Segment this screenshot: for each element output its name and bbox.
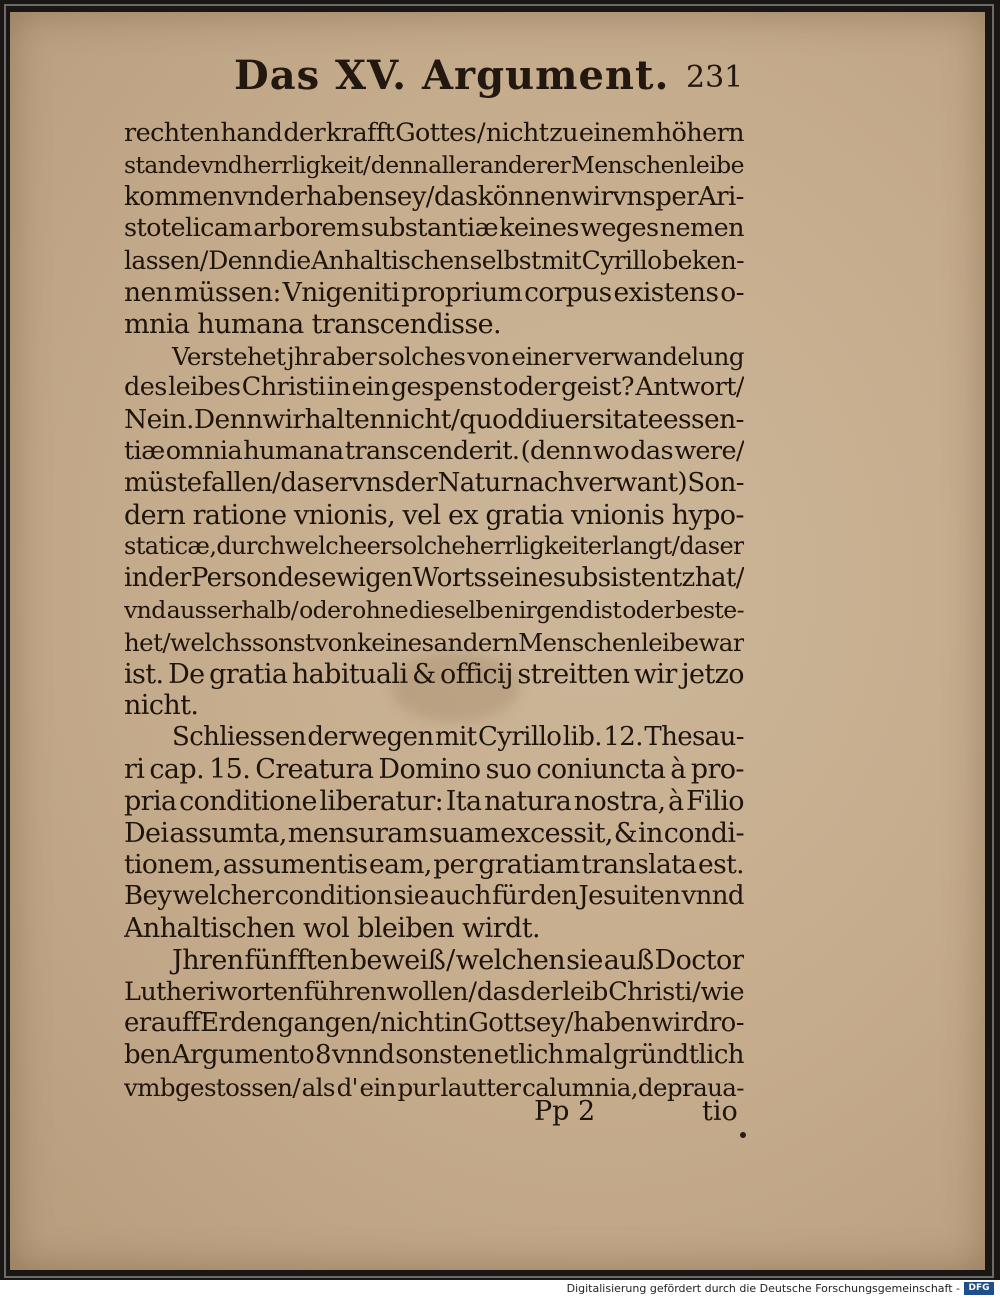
text-line: lassen/ Denn die Anhaltischen selbst mit Cyrillo beken- <box>124 246 744 276</box>
running-head <box>234 46 744 106</box>
text-line: müste fallen/das er vns der Natur nach verwant) Son- <box>124 467 744 498</box>
text-line: stotelicam arborem substantiæ keines weges nemen <box>124 213 744 244</box>
text-line: staticæ, durch welche er solche herrligkeit erlangt / das er <box>124 532 744 561</box>
text-line: Dei assumta, mensuram suam excessit, & in condi- <box>124 817 744 849</box>
catchword: tio <box>702 1096 738 1127</box>
text-line: tionem, assumentis eam, per gratiam translata est. <box>124 849 744 881</box>
ink-dot <box>740 1132 746 1138</box>
text-line: mnia humana transcendisse. <box>124 308 502 340</box>
text-line: ri cap. 15. Creatura Domino suo coniuncta à pro- <box>124 753 744 785</box>
text-line: het/ welchs sonst von keines andern Menschen leibe war <box>124 627 744 657</box>
text-line: pria conditione liberatur: Ita natura nostra, à Filio <box>124 785 744 817</box>
text-line: er auff Erden gangen/ nicht in Gott sey/ haben wir dro- <box>124 1008 744 1039</box>
text-line: in der Person des ewigen Worts seine subsistentz hat/ <box>124 563 744 594</box>
text-line: stande vnd herrligkeit/ denn aller anderer Menschen leibe <box>124 150 744 179</box>
text-line: Bey welcher condition sie auch für den Jesuiten vnnd <box>124 881 744 912</box>
text-line: vmbgestossen/ als d' ein pur lautter calumnia,deprauа- <box>124 1072 744 1102</box>
page-footer <box>124 1096 744 1132</box>
dfg-logo-icon: DFG <box>964 1282 994 1295</box>
text-line: kommen vnd erhaben sey / das können wir vns per Ari- <box>124 181 744 212</box>
text-line: ben Argumento 8 vnnd sonsten etlich mal gründtlich <box>124 1040 744 1071</box>
credit-text: Digitalisierung gefördert durch die Deutsche Forschungsgemeinschaft - <box>566 1282 960 1295</box>
text-line: nen müssen: Vnigeniti proprium corpus existens o- <box>124 276 744 308</box>
text-line: Verstehet jhr aber solches von einer verwandelung <box>172 341 744 371</box>
text-line: Jhren fünfften beweiß / welchen sie auß Doctor <box>172 944 744 976</box>
text-line: ist. De gratia habituali & officij streitten wir jetzo <box>124 658 744 690</box>
text-line: vnd ausserhalb/ oder ohne dieselbe nirgend ist oder beste- <box>124 595 744 624</box>
text-line: des leibes Christi in ein gespenst oder geist? Antwort/ <box>124 372 744 403</box>
text-line: rechten hand der krafft Gottes / nicht zu einem höhern <box>124 118 744 148</box>
body-text <box>124 118 744 1104</box>
text-line: tiæ omnia humana transcenderit. (denn wo das were/ <box>124 435 744 466</box>
text-line: Lutheri worten führen wollen / das der leib Christi / wie <box>124 976 744 1007</box>
text-line: nicht. <box>124 690 199 722</box>
running-title: Das XV. Argument. <box>234 52 670 99</box>
signature-mark: Pp 2 <box>534 1096 596 1127</box>
text-line: Nein. Denn wir halten nicht/ quod diuersitate essen- <box>124 404 744 436</box>
text-line: dern ratione vnionis, vel ex gratia vnionis hypo- <box>124 499 744 531</box>
credit-bar <box>0 1280 1000 1298</box>
text-line: Schliessen derwegen mit Cyrillo lib. 12. Thesau- <box>172 722 744 753</box>
text-line: Anhaltischen wol bleiben wirdt. <box>124 912 540 944</box>
page-number: 231 <box>686 60 744 95</box>
